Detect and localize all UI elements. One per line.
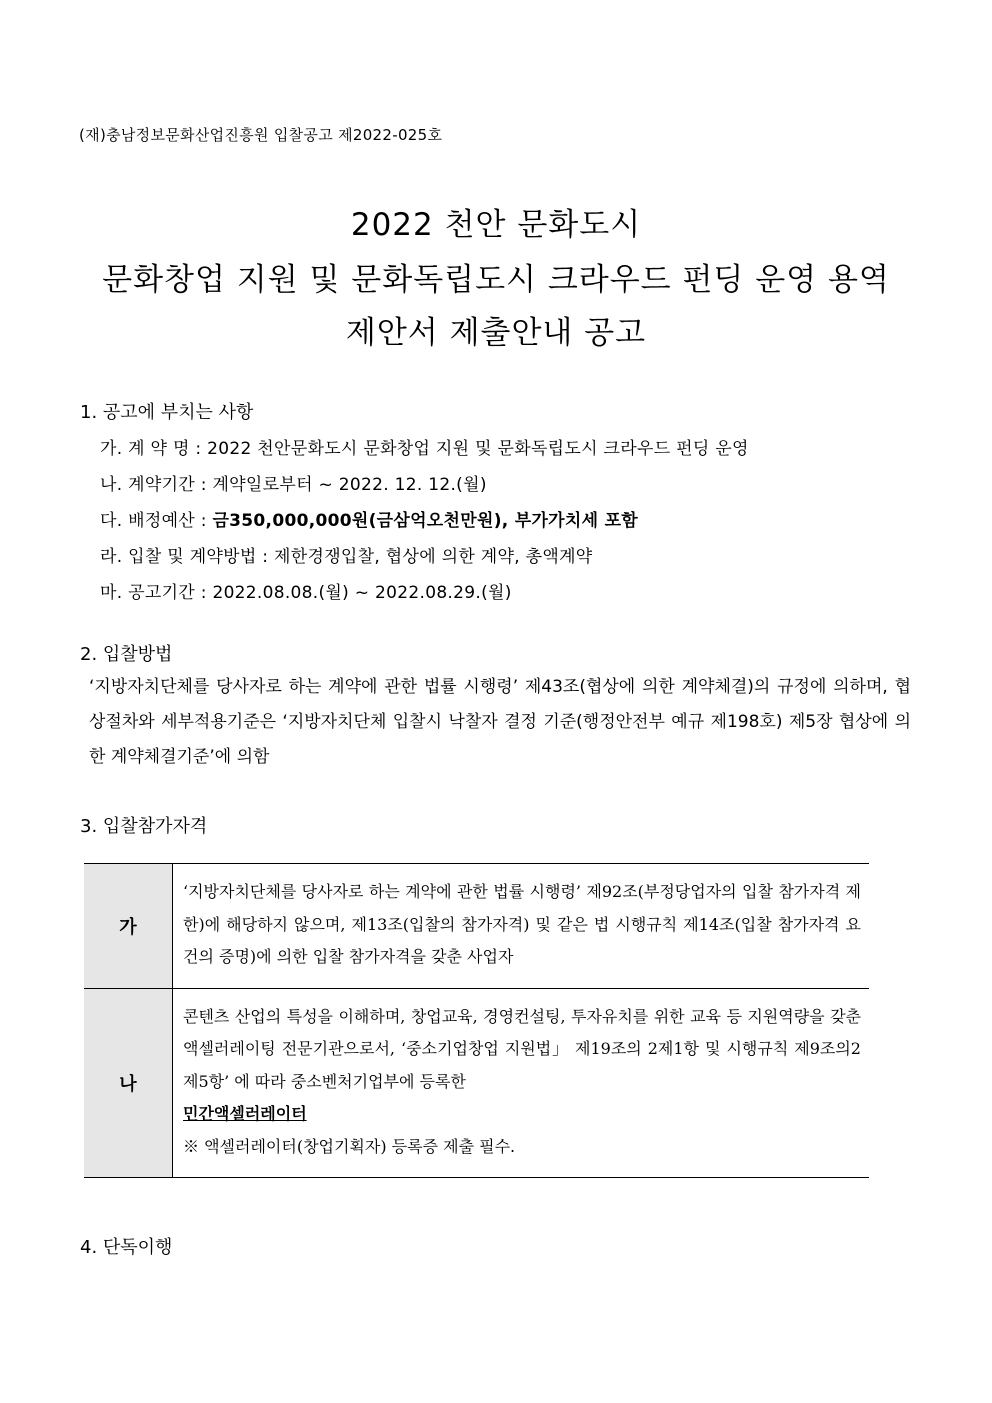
item-label: 나. 계약기간 :: [100, 475, 213, 495]
item-contract-period: [100, 470, 487, 495]
section-2-heading: 2. 입찰방법: [80, 644, 173, 665]
section-2-text: ‘지방자치단체를 당사자로 하는 계약에 관한 법률 시행령’ 제43조(협상에 의한 계약체결)의 규정에 의하며, 협상절차와 세부적용기준은 ‘지방자치단체 입찰시 낙찰자 결정 기준(행정안전부 예규 제198호) 제5장 협상에 의한 계약체결기준’에 의함: [89, 677, 911, 767]
item-notice-period: [100, 578, 512, 603]
item-label: 라. 입찰 및 계약방법 :: [100, 547, 275, 567]
row-text: ‘지방자치단체를 당사자로 하는 계약에 관한 법률 시행령’ 제92조(부정당업자의 입찰 참가자격 제한)에 해당하지 않으며, 제13조(입찰의 참가자격) 및 같은 법 시행규칙 제14조(입찰 참가자격 요건의 증명)에 의한 입찰 참가자격을 갖춘 사업자: [173, 864, 870, 989]
item-value: 금350,000,000원(금삼억오천만원), 부가가치세 포함: [212, 511, 639, 531]
row-text: 콘텐츠 산업의 특성을 이해하며, 창업교육, 경영컨설팅, 투자유치를 위한 교육 등 지원역량을 갖춘 액셀러레이팅 전문기관으로서, ‘중소기업창업 지원법」 제19조의 2제1항 및 시행규칙 제9조의2제5항’ 에 따라 중소벤처기업부에 등록한: [183, 1006, 861, 1091]
item-value: 2022 천안문화도시 문화창업 지원 및 문화독립도시 크라우드 펀딩 운영: [207, 439, 749, 459]
qualification-table: [84, 863, 869, 1178]
section-3-heading: 3. 입찰참가자격: [80, 816, 208, 837]
row-label: 나: [84, 988, 173, 1178]
title-line-1: 2022 천안 문화도시: [350, 207, 642, 243]
item-label: 마. 공고기간 :: [100, 583, 213, 603]
title-line-2: 문화창업 지원 및 문화독립도시 크라우드 펀딩 운영 용역: [102, 262, 890, 298]
row-label: 가: [84, 864, 173, 989]
item-bidding-method: [100, 542, 593, 567]
row-body: [173, 988, 870, 1178]
title-line-3: 제안서 제출안내 공고: [345, 315, 647, 351]
item-value: 계약일로부터 ~ 2022. 12. 12.(월): [212, 475, 487, 495]
item-label: 다. 배정예산 :: [100, 511, 213, 531]
notice-number: (재)충남정보문화산업진흥원 입찰공고 제2022-025호: [79, 126, 443, 144]
section-4-heading: 4. 단독이행: [80, 1237, 173, 1258]
table-row: [84, 864, 869, 989]
item-value: 제한경쟁입찰, 협상에 의한 계약, 총액계약: [274, 547, 593, 567]
table-row: [84, 988, 869, 1178]
section-1-heading: 1. 공고에 부치는 사항: [80, 402, 254, 423]
row-note: ※ 액셀러레이터(창업기획자) 등록증 제출 필수.: [183, 1136, 516, 1156]
item-label: 가. 계 약 명 :: [100, 439, 208, 459]
item-budget: [100, 506, 638, 531]
row-emphasis: 민간액셀러레이터: [183, 1104, 307, 1123]
item-value: 2022.08.08.(월) ~ 2022.08.29.(월): [212, 583, 512, 603]
item-contract-name: [100, 434, 749, 459]
